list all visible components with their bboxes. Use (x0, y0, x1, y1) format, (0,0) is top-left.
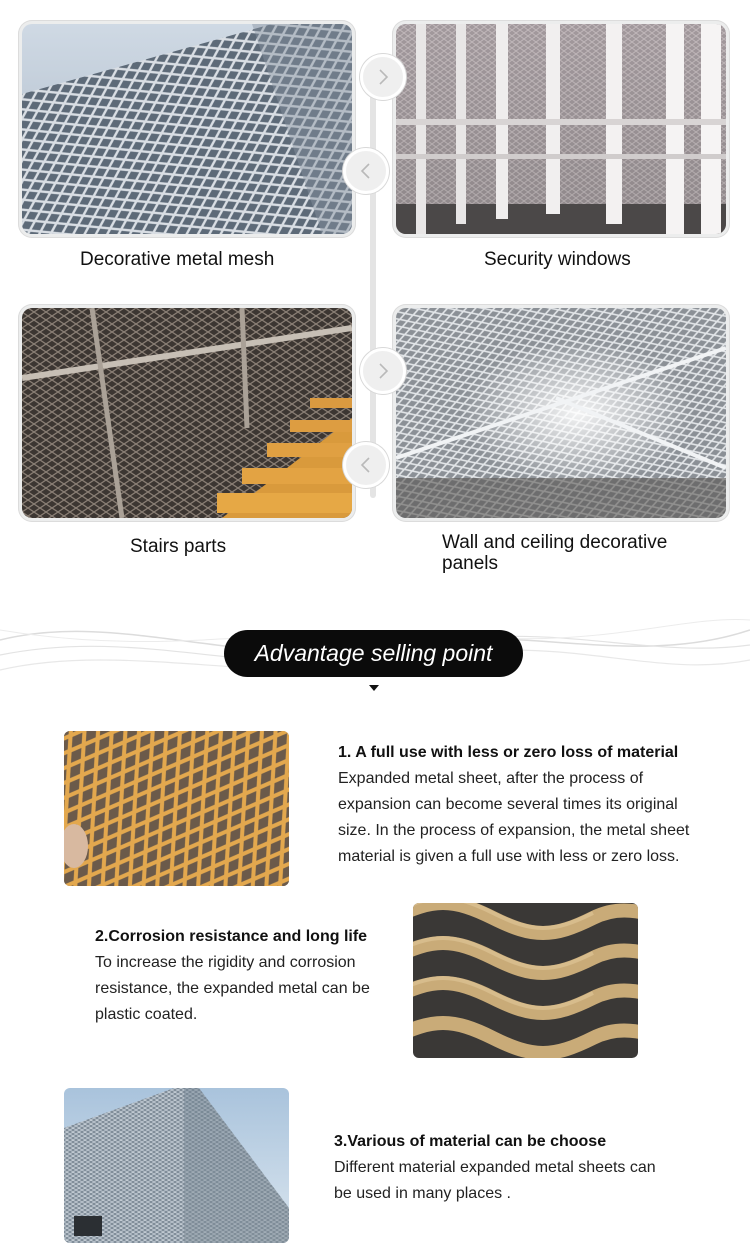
caret-down-icon (369, 685, 379, 691)
prev-arrow-button[interactable] (343, 442, 389, 488)
chevron-left-icon (357, 456, 375, 474)
gallery-item-security-windows[interactable] (392, 20, 730, 238)
point-text-line: be used in many places . (334, 1185, 511, 1202)
point-text-line: resistance, the expanded metal can be (95, 980, 370, 997)
gallery-caption: Security windows (484, 249, 631, 270)
point-text-line: Different material expanded metal sheets can (334, 1159, 656, 1176)
point-text-line: material is given a full use with less or zero loss. (338, 848, 680, 865)
point-image-gold-mesh (64, 731, 289, 886)
point-heading: 2.Corrosion resistance and long life (95, 928, 368, 945)
point-image-bronze-mesh (413, 903, 638, 1058)
advantage-point-3 (334, 1129, 694, 1207)
chevron-right-icon (374, 362, 392, 380)
gallery-item-stairs-parts[interactable] (18, 304, 356, 522)
prev-arrow-button[interactable] (343, 148, 389, 194)
application-gallery (0, 0, 750, 600)
advantage-point-1 (338, 740, 708, 870)
point-text-line: To increase the rigidity and corrosion (95, 954, 356, 971)
next-arrow-button[interactable] (360, 54, 406, 100)
gallery-caption: Decorative metal mesh (80, 249, 275, 270)
gallery-image-ceiling-panels (396, 308, 726, 518)
gallery-image-stairs-parts (22, 308, 352, 518)
chevron-right-icon (374, 68, 392, 86)
point-image-building-mesh (64, 1088, 289, 1243)
gallery-image-decorative-mesh (22, 24, 352, 234)
gallery-divider-line (370, 58, 376, 498)
point-text-line: size. In the process of expansion, the metal sheet (338, 822, 690, 839)
point-text-line: expansion can become several times its original (338, 796, 678, 813)
point-text-line: Expanded metal sheet, after the process of (338, 770, 644, 787)
chevron-left-icon (357, 162, 375, 180)
gallery-item-decorative-mesh[interactable] (18, 20, 356, 238)
gallery-item-ceiling-panels[interactable] (392, 304, 730, 522)
section-title: Advantage selling point (224, 630, 523, 677)
point-text-line: plastic coated. (95, 1006, 198, 1023)
advantage-point-2 (95, 924, 395, 1028)
gallery-caption: Stairs parts (130, 536, 227, 557)
next-arrow-button[interactable] (360, 348, 406, 394)
section-banner (0, 600, 750, 700)
gallery-image-security-windows (396, 24, 726, 234)
point-heading: 1. A full use with less or zero loss of material (338, 744, 679, 761)
point-heading: 3.Various of material can be choose (334, 1133, 607, 1150)
gallery-caption: Wall and ceiling decorative panels (442, 532, 668, 574)
